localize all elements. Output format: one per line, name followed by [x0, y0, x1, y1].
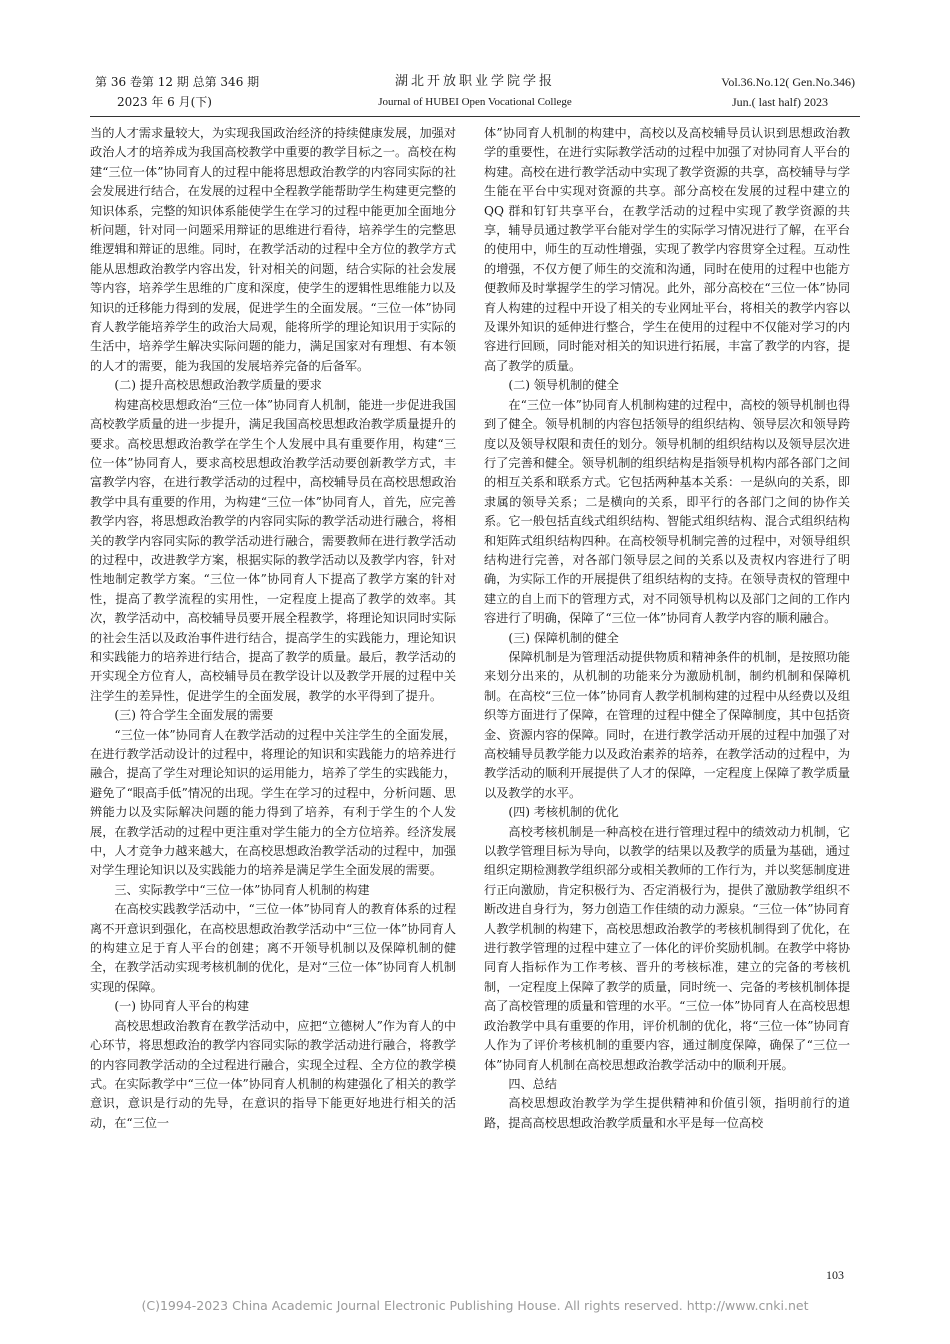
page-number: 103 — [826, 1268, 844, 1282]
journal-title-english: Journal of HUBEI Open Vocational College — [378, 96, 572, 108]
section-heading: (二) 提升高校思想政治教学质量的要求 — [114, 378, 322, 393]
right-column — [484, 124, 850, 1270]
section-heading: (四) 考核机制的优化 — [508, 805, 619, 820]
section-heading: 四、总结 — [508, 1076, 557, 1091]
paragraph: 在高校实践教学活动中，“三位一体”协同育人的教育体系的过程离不开意识到强化，在高校思想政治教学活动中“三位一体”协同育人的构建立足于育人平台的创建；离不开领导机制以及保障机制的健全，在教学活动实现考核机制的优化，是对“三位一体”协同育人机制实现的保障。 — [90, 902, 456, 994]
journal-title-chinese: 湖北开放职业学院学报 — [394, 74, 555, 89]
paragraph: 在“三位一体”协同育人机制构建的过程中，高校的领导机制也得到了健全。领导机制的内容包括领导的组织结构、领导层次和领导跨度以及领导权限和责任的划分。领导机制的组织结构以及领导层次进行了完善和健全。领导机制的组织结构是指领导机构内部各部门之间的相互关系和联系方式。它包括两种基本关系：一是纵向的关系，即隶属的领导关系；二是横向的关系，即平行的各部门之间的协作关系。它一般包括直线式组织结构、智能式组织结构、混合式组织结构和矩阵式组织结构四种。在高校领导机制完善的过程中，对领导组织结构进行完善，对各部门领导层之间的关系以及责权内容进行了明确，为实际工作的开展提供了组织结构的支持。在领导责权的管理中建立的自上而下的管理方式，对不同领导机构以及部门之间的工作内容进行了明确，保障了“三位一体”协同育人教学内容的顺利融合。 — [484, 397, 850, 626]
paragraph: “三位一体”协同育人在教学活动的过程中关注学生的全面发展，在进行教学活动设计的过程中，将理论的知识和实践能力的培养进行融合，提高了学生对理论知识的运用能力，培养了学生的实践能力，避免了“眼高手低”情况的出现。学生在学习的过程中，分析问题、思辨能力以及实际解决问题的能力得到了培养，有利于学生的个人发展，在教学活动的过程中更注重对学生能力的全方位培养。经济发展中，人才竞争力越来越大，在高校思想政治教学活动的过程中，加强对学生理论知识以及实践能力的培养是满足学生全面发展的需要。 — [90, 727, 456, 878]
header-volume-issue: 第 36 卷第 12 期 总第 346 期 — [95, 75, 260, 89]
header-date: 2023 年 6 月(下) — [117, 95, 212, 109]
header-rule — [90, 116, 860, 117]
header-volume-english: Vol.36.No.12( Gen.No.346) — [721, 75, 855, 89]
section-heading: (一) 协同育人平台的构建 — [114, 999, 249, 1014]
paragraph: 构建高校思想政治“三位一体”协同育人机制，能进一步促进我国高校教学质量的进一步提升，满足我国高校思想政治教学质量提升的要求。高校思想政治教学在学生个人发展中具有重要作用，构建“三位一体”协同育人，要求高校思想政治教学活动要创新教学方式，丰富教学内容，在进行教学活动的过程中，高校辅导员在高校思想政治教学中具有重要的作用，为构建“三位一体”协同育人，首先，应完善教学内容，将思想政治教学的内容同实际的教学活动进行融合，将相关的教学内容同实际的教学活动进行融合，需要教师在进行教学活动的过程中，改进教学方案，根据实际的教学活动以及教学内容，针对性地制定教学方案。“三位一体”协同育人下提高了教学方案的针对性，提高了教学流程的实用性，一定程度上提高了教学的效率。其次，教学活动中，高校辅导员要开展全程教学，将理论知识同时实际的社会生活以及政治事件进行结合，提高学生的实践能力，理论知识和实践能力的培养进行结合，提高了教学的质量。最后，教学活动的开实现全方位育人，高校辅导员在教学设计以及教学开展的过程中关注学生的差异性，促进学生的全面发展，教学的水平得到了提升。 — [90, 397, 456, 703]
paragraph: 高校考核机制是一种高校在进行管理过程中的绩效动力机制，它以教学管理目标为导向，以教学的结果以及教学的质量为基础，通过组织定期检测教学组织部分或相关教师的工作行为，并以奖惩制度进行正向激励，肯定积极行为、否定消极行为，提供了激励教学组织不断改进自身行为，努力创造工作佳绩的动力源泉。“三位一体”协同育人教学机制的构建下，高校思想政治教学的考核机制得到了优化，在进行教学管理的过程中建立了一体化的评价奖励机制。在教学中将协同育人指标作为工作考核、晋升的考核标准，建立的完备的考核机制，一定程度上保障了教学的质量，同时统一、完备的考核机制体提高了高校管理的质量和管理的水平。“三位一体”协同育人在高校思想政治教学中具有重要的作用，评价机制的优化，将“三位一体”协同育人作为了评价考核机制的重要内容，通过制度保障，确保了“三位一体”协同育人机制在高校思想政治教学活动中的顺利开展。 — [484, 824, 850, 1072]
section-heading: (二) 领导机制的健全 — [508, 378, 619, 393]
section-heading: (三) 符合学生全面发展的需要 — [114, 708, 274, 723]
paragraph: 保障机制是为管理活动提供物质和精神条件的机制，是按照功能来划分出来的，从机制的功能来分为激励机制，制约机制和保障机制。在高校“三位一体”协同育人教学机制构建的过程中从经费以及组织等方面进行了保障，在管理的过程中健全了保障制度，其中包括资金、资源内容的保障。同时，在进行教学活动开展的过程中加强了对高校辅导员教学能力以及政治素养的培养，在教学活动的过程中，为教学活动的顺利开展提供了人才的保障，一定程度上保障了教学质量以及教学的水平。 — [484, 649, 850, 800]
copyright-footer: (C)1994-2023 China Academic Journal Electronic Publishing House. All rights reserved. http://www.cnki.net — [141, 1298, 809, 1313]
paragraph: 高校思想政治教学为学生提供精神和价值引领，指明前行的道路，提高高校思想政治教学质量和水平是每一位高校 — [484, 1096, 850, 1130]
section-heading: (三) 保障机制的健全 — [508, 630, 619, 645]
running-header — [90, 72, 860, 116]
header-date-english: Jun.( last half) 2023 — [732, 95, 828, 109]
left-column — [90, 124, 456, 1270]
section-heading: 三、实际教学中“三位一体”协同育人机制的构建 — [114, 882, 370, 897]
paragraph: 体”协同育人机制的构建中，高校以及高校辅导员认识到思想政治教学的重要性，在进行实际教学活动的过程中加强了对协同育人平台的构建。高校在进行教学活动中实现了教学资源的共享，高校辅导与学生能在平台中实现对资源的共享。部分高校在发展的过程中建立的 QQ 群和钉钉共享平台，在教学活动的过程中实现了教学资源的共享，辅导员通过教学平台能对学生的实际学习情况进行了解，在平台的使用中，师生的互动性增强，实现了教学内容贯穿全过程。互动性的增强，不仅方便了师生的交流和沟通，同时在使用的过程中也能方便教师及时掌握学生的学习情况。此外，部分高校在“三位一体”协同育人构建的过程中开设了相关的专业网址平台，将相关的教学内容以及课外知识的延伸进行整合，学生在使用的过程中不仅能对学习的内容进行回顾，同时能对相关的知识进行拓展，丰富了教学的内容，提高了教学的质量。 — [484, 126, 850, 373]
paragraph: 当的人才需求量较大，为实现我国政治经济的持续健康发展，加强对政治人才的培养成为我国高校教学中重要的教学目标之一。高校在构建“三位一体”协同育人的过程中能将思想政治教学的内容同实际的社会发展进行结合，在发展的过程中全程教学能帮助学生构建更完整的知识体系，完整的知识体系能使学生在学习的过程中能更加全面地分析问题，针对同一问题采用辩证的思维进行看待，培养学生的完整思维逻辑和辩证的思维。同时，在教学活动的过程中全方位的教学方式能从思想政治教学内容出发，针对相关的问题，结合实际的社会发展等内容，培养学生思维的广度和深度，使学生的逻辑性思维能力以及知识的迁移能力得到的发展，促进学生的全面发展。“三位一体”协同育人教学能培养学生的政治大局观，能将所学的理论知识用于实际的生活中，培养学生解决实际问题的能力，满足国家对有理想、有本领的人才的需要，能为我国的发展培养完备的后备军。 — [90, 126, 456, 373]
paragraph: 高校思想政治教育在教学活动中，应把“立德树人”作为育人的中心环节，将思想政治的教学内容同实际的教学活动进行融合，将教学的内容同教学活动的全过程进行融合，实现全过程、全方位的教学模式。在实际教学中“三位一体”协同育人机制的构建强化了相关的教学意识，意识是行动的先导，在意识的指导下能更好地进行相关的活动，在“三位一 — [90, 1018, 456, 1130]
